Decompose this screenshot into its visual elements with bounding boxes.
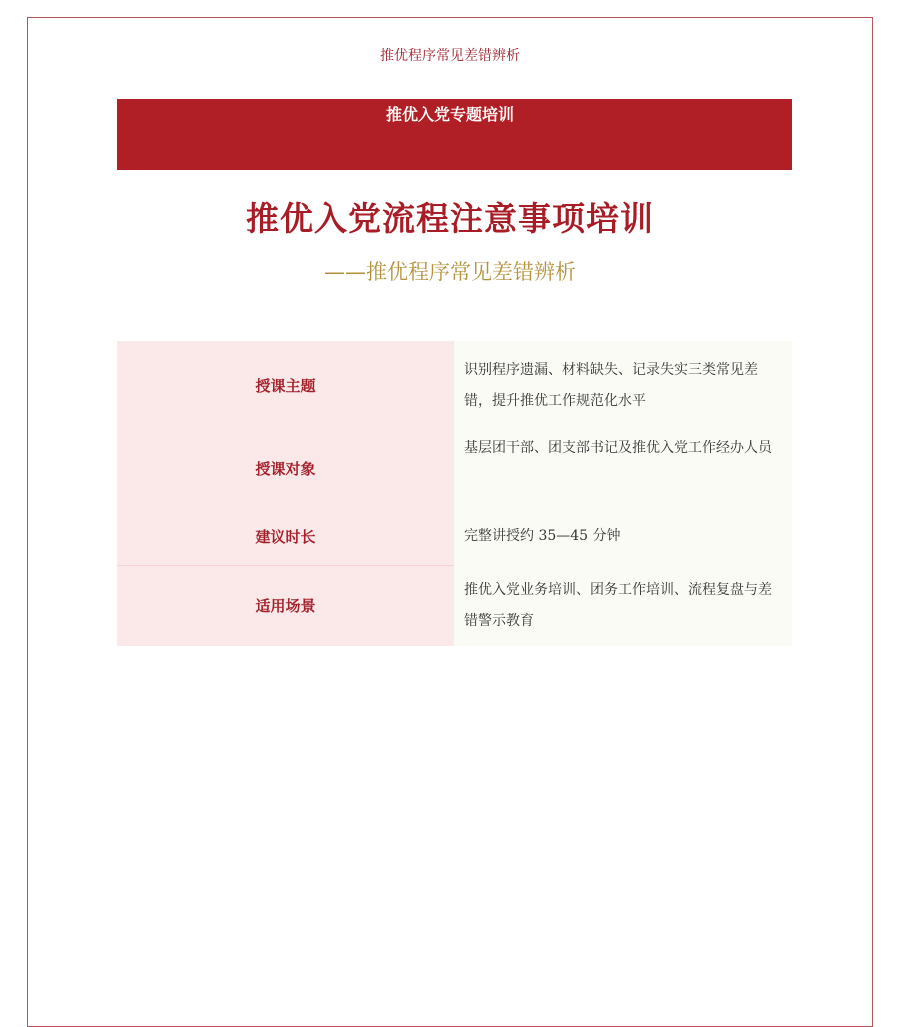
main-title: 推优入党流程注意事项培训 [246,199,654,238]
info-label-scenario: 适用场景 [117,565,454,646]
sub-title: ——推优程序常见差错辨析 [324,260,576,284]
row-divider [117,565,454,566]
info-value-topic: 识别程序遗漏、材料缺失、记录失实三类常见差错，提升推优工作规范化水平 [454,341,792,429]
info-row-audience [117,429,792,508]
info-value-scenario: 推优入党业务培训、团务工作培训、流程复盘与差错警示教育 [454,565,792,646]
banner-title: 推优入党专题培训 [385,105,514,124]
document-header: 推优程序常见差错辨析 [380,48,520,64]
info-label-audience: 授课对象 [117,429,454,508]
info-value-duration: 完整讲授约 35—45 分钟 [454,508,792,565]
info-value-audience: 基层团干部、团支部书记及推优入党工作经办人员 [454,429,792,508]
info-row-duration [117,508,792,565]
info-row-topic [117,341,792,429]
info-row-scenario [117,565,792,646]
info-label-duration: 建议时长 [117,508,454,565]
info-label-topic: 授课主题 [117,341,454,429]
course-info-table [117,341,792,646]
